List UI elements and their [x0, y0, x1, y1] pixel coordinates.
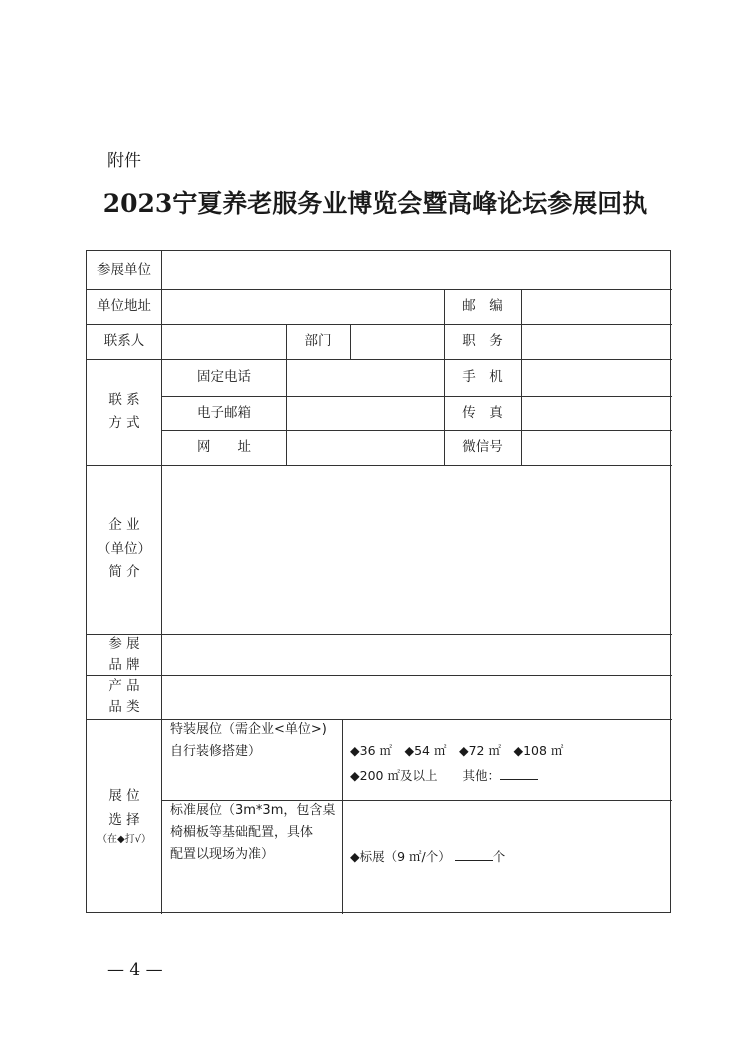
label-company-intro	[87, 465, 161, 634]
field-landline[interactable]	[287, 359, 444, 396]
field-wechat[interactable]	[522, 430, 672, 465]
field-brand[interactable]	[162, 634, 672, 675]
attachment-label: 附件	[107, 151, 141, 171]
field-exhibitor-unit[interactable]	[162, 251, 672, 289]
field-position[interactable]	[522, 324, 672, 359]
label-special-booth-line2: 自行装修搭建）	[170, 744, 262, 760]
other-size-blank[interactable]	[500, 765, 538, 780]
label-booth-selection	[87, 719, 161, 914]
label-booth-line1: 展 位	[108, 787, 140, 804]
field-company-intro[interactable]	[162, 465, 672, 634]
label-booth-line3: （在◆打√）	[96, 834, 152, 846]
label-landline: 固定电话	[197, 369, 251, 386]
label-brand	[87, 634, 161, 675]
standard-booth-options[interactable]	[350, 844, 670, 869]
label-unit-address: 单位地址	[97, 298, 151, 315]
label-company-intro-line1: 企 业	[108, 517, 140, 534]
label-contact-method	[87, 359, 161, 465]
label-email: 电子邮箱	[197, 404, 251, 421]
label-company-intro-line2: （单位）	[97, 540, 151, 557]
label-contact-method-line1: 联 系	[108, 392, 140, 409]
field-postcode[interactable]	[522, 289, 672, 324]
label-exhibitor-unit: 参展单位	[97, 261, 151, 278]
label-booth-line2: 选 择	[108, 811, 140, 828]
label-product-category	[87, 675, 161, 719]
field-email[interactable]	[287, 396, 444, 430]
field-contact-person[interactable]	[162, 324, 286, 359]
registration-form-table	[86, 250, 671, 913]
label-product-line1: 产 品	[108, 678, 140, 695]
field-product-category[interactable]	[162, 675, 672, 719]
label-position: 职 务	[462, 333, 503, 350]
label-wechat: 微信号	[462, 439, 503, 456]
label-postcode: 邮 编	[462, 298, 503, 315]
label-product-line2: 品 类	[108, 699, 140, 715]
standard-count-blank[interactable]	[455, 846, 493, 861]
label-standard-booth-line2: 椅楣板等基础配置，具体	[170, 825, 314, 841]
special-booth-options[interactable]	[350, 738, 670, 788]
label-mobile: 手 机	[462, 369, 503, 386]
label-fax: 传 真	[462, 404, 503, 421]
field-department[interactable]	[351, 324, 444, 359]
label-standard-booth	[162, 800, 342, 914]
special-options-line2[interactable]	[350, 763, 670, 788]
label-standard-booth-line1: 标准展位（3m*3m，包含桌	[170, 803, 336, 818]
label-special-booth	[162, 719, 342, 800]
field-website[interactable]	[287, 430, 444, 465]
label-department: 部门	[304, 333, 332, 350]
col-divider	[342, 719, 343, 914]
page-title: 2023宁夏养老服务业博览会暨高峰论坛参展回执	[102, 189, 648, 218]
label-contact-person: 联系人	[103, 333, 145, 350]
label-brand-line2: 品 牌	[108, 656, 140, 673]
label-special-booth-line1: 特装展位（需企业<单位>)	[170, 722, 327, 737]
standard-option-text: ◆标展（9 ㎡/个）	[350, 849, 451, 864]
label-brand-line1: 参 展	[108, 636, 140, 653]
field-fax[interactable]	[522, 396, 672, 430]
field-unit-address[interactable]	[162, 289, 444, 324]
label-standard-booth-line3: 配置以现场为准）	[170, 847, 275, 863]
page-number: — 4 —	[107, 960, 163, 980]
special-options-line1[interactable]: ◆36 ㎡ ◆54 ㎡ ◆72 ㎡ ◆108 ㎡	[350, 743, 564, 758]
label-website: 网 址	[197, 439, 251, 456]
special-options-line2-text: ◆200 ㎡及以上 其他：	[350, 768, 500, 783]
field-mobile[interactable]	[522, 359, 672, 396]
standard-option-unit: 个	[492, 849, 506, 864]
label-contact-method-line2: 方 式	[108, 415, 140, 431]
label-company-intro-line3: 简 介	[108, 564, 140, 581]
